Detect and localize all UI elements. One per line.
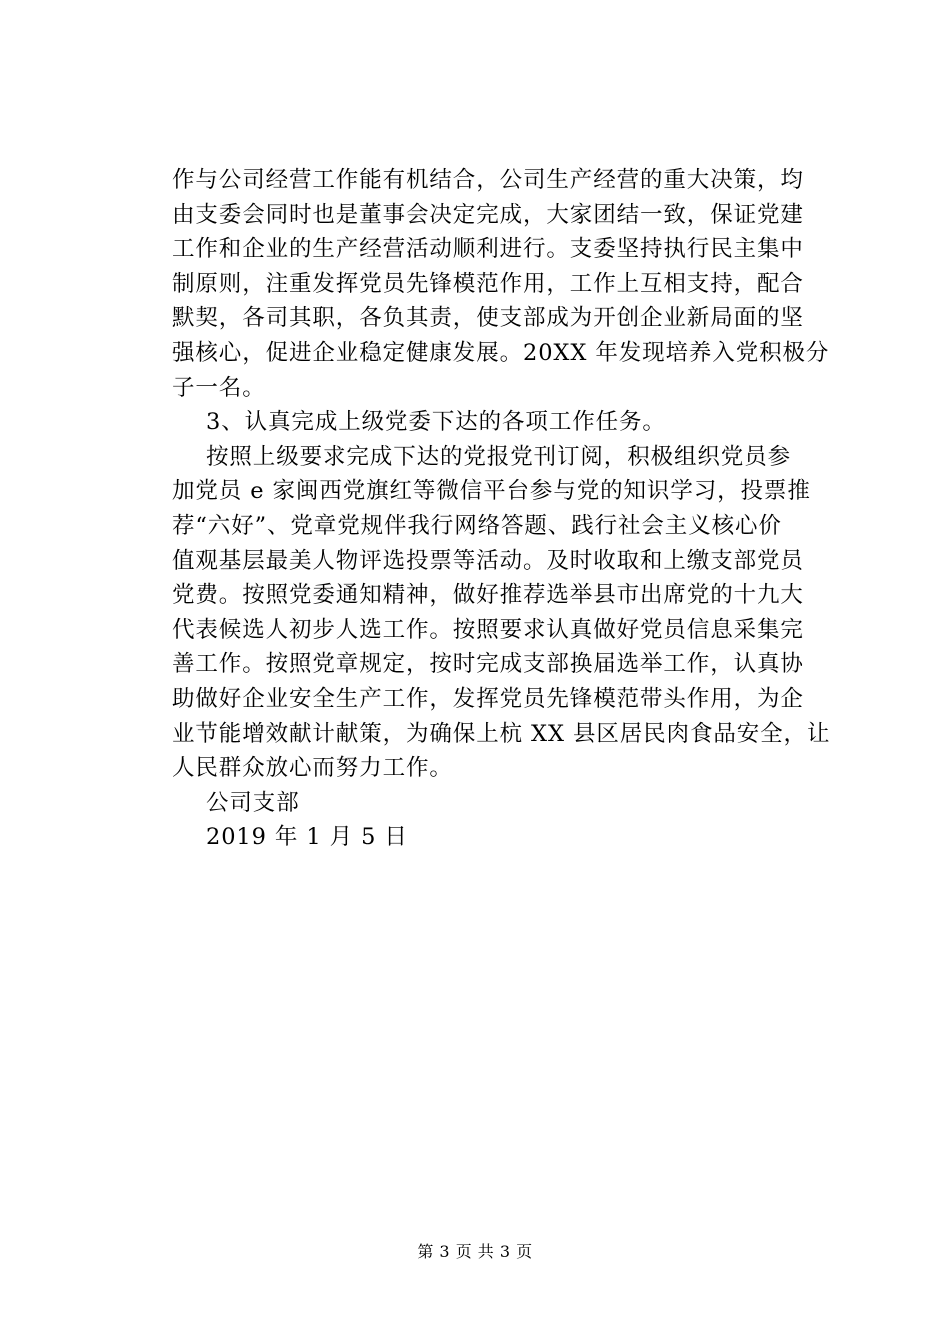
text-line: 制原则，注重发挥党员先锋模范作用，工作上互相支持，配合 bbox=[172, 270, 804, 297]
text-line: 作与公司经营工作能有机结合，公司生产经营的重大决策，均 bbox=[172, 167, 804, 193]
text-line: 助做好企业安全生产工作，发挥党员先锋模范带头作用，为企 bbox=[172, 685, 804, 712]
text-line: 业节能增效献计献策，为确保上杭 XX 县区居民肉食品安全，让 bbox=[172, 720, 831, 747]
text-line: 默契，各司其职，各负其责，使支部成为开创企业新局面的坚 bbox=[172, 305, 804, 332]
text-line: 党费。按照党委通知精神，做好推荐选举县市出席党的十九大 bbox=[172, 582, 804, 609]
page-number-footer: 第 3 页 共 3 页 bbox=[417, 1242, 533, 1261]
signature-org: 公司支部 bbox=[206, 789, 300, 816]
text-line: 加党员 e 家闽西党旗红等微信平台参与党的知识学习，投票推 bbox=[172, 478, 811, 505]
section-heading: 3、认真完成上级党委下达的各项工作任务。 bbox=[206, 409, 666, 436]
text-line: 子一名。 bbox=[172, 374, 266, 401]
text-line: 强核心，促进企业稳定健康发展。20XX 年发现培养入党积极分 bbox=[172, 339, 830, 366]
text-line: 代表候选人初步人选工作。按照要求认真做好党员信息采集完 bbox=[172, 616, 804, 643]
text-line: 按照上级要求完成下达的党报党刊订阅，积极组织党员参 bbox=[206, 443, 792, 470]
text-line: 由支委会同时也是董事会决定完成，大家团结一致，保证党建 bbox=[172, 201, 804, 228]
text-line: 值观基层最美人物评选投票等活动。及时收取和上缴支部党员 bbox=[172, 547, 804, 574]
text-line: 善工作。按照党章规定，按时完成支部换届选举工作，认真协 bbox=[172, 651, 804, 678]
text-line: 人民群众放心而努力工作。 bbox=[172, 755, 453, 782]
text-line: 荐“六好”、党章党规伴我行网络答题、践行社会主义核心价 bbox=[172, 512, 782, 539]
text-line: 工作和企业的生产经营活动顺利进行。支委坚持执行民主集中 bbox=[172, 236, 804, 263]
signature-date: 2019 年 1 月 5 日 bbox=[206, 824, 408, 851]
document-body bbox=[172, 163, 831, 855]
